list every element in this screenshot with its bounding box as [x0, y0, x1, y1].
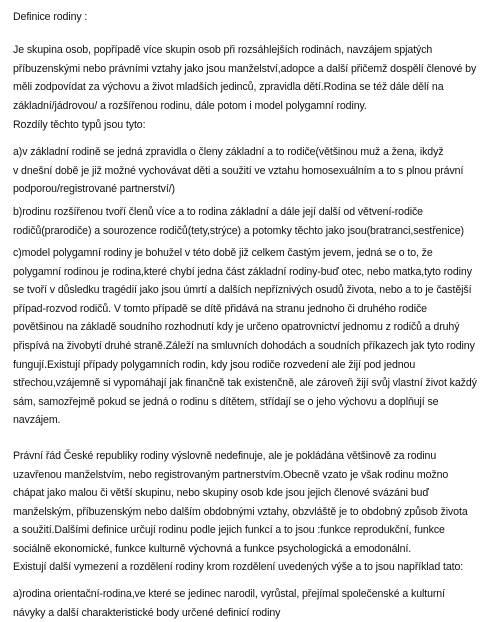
text-line: sociálně ekonomické, funkce kulturně výchovná a funkce psychologická a emodonální. — [13, 542, 412, 555]
orientation-paragraph — [13, 585, 491, 622]
text-line: příbuzenskými nebo právními vztahy jako jsou manželství,adopce a další přičemž dospělí členové by — [13, 62, 477, 75]
legal-paragraph — [13, 447, 491, 559]
text-line: a)rodina orientační-rodina,ve které se jedinec narodil, vyrůstal, přejímal společenské a kulturní — [13, 588, 445, 600]
point-c-paragraph — [13, 244, 491, 430]
text-line: a)v základní rodině se jedná zpravidla o členy základní a to rodiče(většinou muž a žena, ikdyž — [13, 146, 444, 158]
text-line: navzájem. — [13, 414, 61, 427]
text-line: b)rodinu rozšířenou tvoří členů více a to rodina základní a dále její další od větvení-rodiče — [13, 206, 423, 218]
text-line: a soužití.Dalšími definice určují rodinu podle jejich funkcí a to jsou :funkce reprodukční, funkce — [13, 524, 445, 537]
text-line: rodičů(prarodiče) a sourozence rodičů(tety,strýce) a potomky těchto jako jsou(bratranci,sestřenice) — [13, 224, 464, 237]
definition-paragraph — [13, 41, 491, 115]
text-line: Existují další vymezení a rozdělení rodiny krom rozdělení uvedených výše a to jsou například tato: — [13, 561, 464, 573]
text-line: chápat jako malou či větší skupinu, nebo skupiny osob kde jsou jejich členové svázáni buď — [13, 487, 429, 500]
text-line: c)model polygamní rodiny je bohužel v této době již celkem častým jevem, jedná se o to, že — [13, 247, 433, 259]
text-line: Právní řád České republiky rodiny výslovně nedefinuje, ale je pokládána většinově za rodinu — [13, 450, 437, 462]
differences-heading — [13, 116, 491, 135]
text-line: případ-rozvod rodičů. V tomto případě se dítě přidává na stranu jednoho či druhého rodiče — [13, 302, 427, 315]
document-heading — [13, 8, 491, 27]
text-line: se tvoří v důsledku tragédií jako jsou úmrtí a dalších nepříznivých osudů života, nebo a to je častější — [13, 284, 472, 297]
point-a-paragraph — [13, 143, 491, 199]
text-line: přispívá na živobytí druhé straně.Záleží na smluvních dohodách a soudních příkazech jak tyto rodiny — [13, 339, 475, 352]
text-line: uzavřenou manželstvím, nebo registrovaným partnerstvím.Obecně vzato je však rodinu možno — [13, 468, 449, 481]
text-line: v dnešní době je již možné vychovávat děti a soužití ve vztahu homosexuálním a to s plnou právní — [13, 164, 464, 177]
text-line: Rozdíly těchto typů jsou tyto: — [13, 119, 146, 131]
text-line: Je skupina osob, popřípadě více skupin osob při rozsáhlejších rodinách, navzájem spjatých — [13, 44, 433, 56]
text-line: podporou/registrované partnerství/) — [13, 183, 175, 196]
other-division-heading — [13, 558, 491, 577]
text-line: Definice rodiny : — [13, 11, 88, 23]
text-line: návyky a další charakteristické body určené definicí rodiny — [13, 606, 281, 619]
text-line: povětšinou na základě soudního rozhodnutí kdy je určeno opatrovnictví jednomu z rodičů a druhý — [13, 321, 460, 334]
text-line: sám, samozřejmě pokud se jedná o rodinu s dítětem, střídají se o jeho výchovu a doplňují se — [13, 395, 439, 408]
point-b-paragraph — [13, 203, 491, 240]
text-line: měli zodpovídat za výchovu a život mladších jedinců, zpravidla dětí.Rodina se též dále dělí na — [13, 81, 444, 94]
text-line: základní/jádrovou/ a rozšířenou rodinu, dále potom i model polygamní rodiny. — [13, 99, 367, 112]
text-line: střechou,vzájemně si vypomáhají jak finančně tak existenčně, ale zároveň žijí svůj vlastní život každý — [13, 377, 477, 390]
text-line: polygamní rodinou je rodina,které chybí jedna část základní rodiny-buď otec, nebo matka,tyto rodiny — [13, 265, 472, 278]
text-line: fungují.Existují případy polygamních rodin, kdy jsou rodiče rozvedení ale žijí pod jednou — [13, 358, 416, 371]
text-line: manželským, příbuzenským nebo dalším obdobnými vztahy, obzvláště je to obdobný způsob života — [13, 505, 468, 518]
